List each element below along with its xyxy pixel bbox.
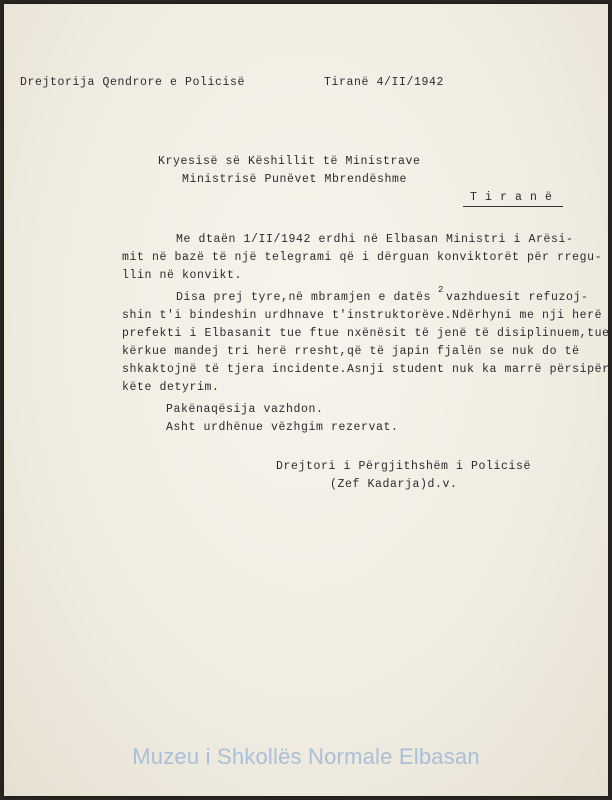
city-underline [463,206,563,207]
body-line: Disa prej tyre,në mbramjen e datës [176,291,432,304]
closing-line-2: Asht urdhënue vëzhgim rezervat. [166,421,399,434]
body-line: vazhduesit refuzoj- [446,291,589,304]
body-line: mit në bazë të një telegrami që i dërguan konviktorët për rregu- [122,251,603,264]
body-line: Me dtaën 1/II/1942 erdhi në Elbasan Ministri i Arësi- [176,233,574,246]
body-line: këte detyrim. [122,381,220,394]
sender-heading: Drejtorija Qendrore e Policisë [20,76,246,89]
place-date: Tiranë 4/II/1942 [324,76,445,89]
signature-title: Drejtori i Përgjithshëm i Policisë [276,460,532,473]
recipient-line-1: Kryesisë së Këshillit të Ministrave [158,155,421,168]
body-line: shin t'i bindeshin urdhnave t'instruktorëve.Ndërhyni me nji herë [122,309,603,322]
body-line: shkaktojnë të tjera incidente.Asnji student nuk ka marrë përsipër [122,363,610,376]
body-line: llin në konvikt. [122,269,243,282]
superscript: 2 [438,285,445,295]
signature-name: (Zef Kadarja)d.v. [330,478,458,491]
body-line: kërkue mandej tri herë rresht,që të japin fjalën se nuk do të [122,345,580,358]
museum-watermark: Muzeu i Shkollës Normale Elbasan [132,744,480,769]
closing-line-1: Pakënaqësija vazhdon. [166,403,324,416]
body-line: prefekti i Elbasanit tue ftue nxënësit të jenë të disiplinuem,tue [122,327,610,340]
recipient-city: T i r a n ë [470,191,553,204]
document-page [4,4,608,796]
recipient-line-2: Ministrisë Punëvet Mbrendëshme [182,173,408,186]
